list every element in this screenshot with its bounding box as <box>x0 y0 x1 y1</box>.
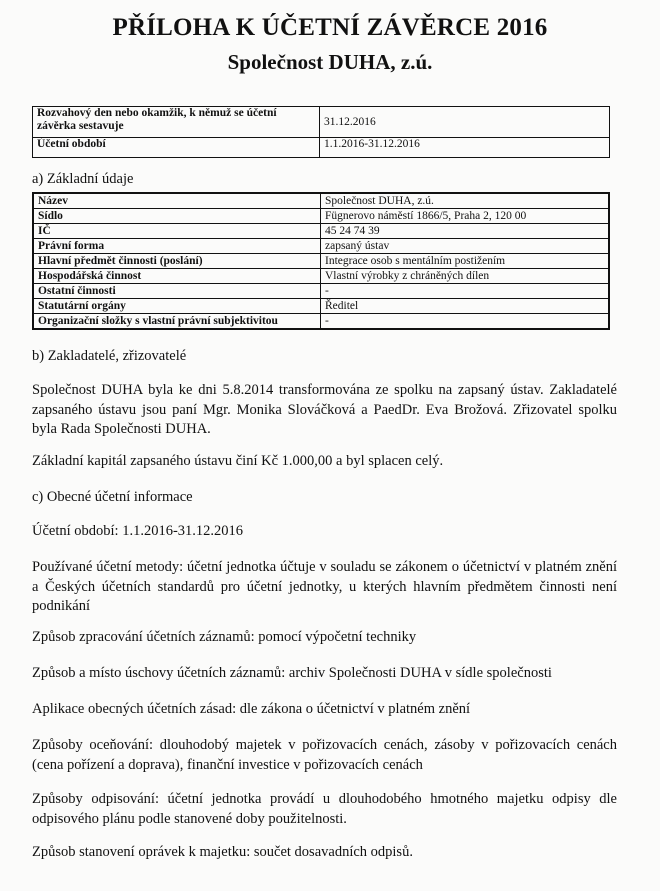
page-title: PŘÍLOHA K ÚČETNÍ ZÁVĚRCE 2016 <box>112 14 548 41</box>
valuation-paragraph: Způsoby oceňování: dlouhodobý majetek v pořizovacích cenách, zásoby v pořizovacích cenách (cena pořízení a doprava), finanční investice v pořizovacích cenách <box>32 737 617 773</box>
table-row <box>33 284 609 299</box>
table-row <box>33 193 609 209</box>
table-label: Ostatní činnosti <box>33 284 321 299</box>
accounting-period-paragraph: Účetní období: 1.1.2016-31.12.2016 <box>32 523 244 539</box>
table-row <box>33 239 609 254</box>
table-label: Právní forma <box>33 239 321 254</box>
depreciation-paragraph: Způsoby odpisování: účetní jednotka provádí u dlouhodobého hmotného majetku odpisy dle odpisového plánu podle stanovené doby použitelnosti. <box>32 791 617 827</box>
founders-paragraph: Společnost DUHA byla ke dni 5.8.2014 transformována ze spolku na zapsaný ústav. Zakladatelé zapsaného ústavu jsou paní Mgr. Monika Slováčková a PaedDr. Eva Brožová. Zřizovatel spolku byla Rada Společnosti DUHA. <box>32 382 617 437</box>
table-row <box>33 209 609 224</box>
table-row <box>33 224 609 239</box>
table-label: Hlavní předmět činnosti (poslání) <box>33 254 321 269</box>
table-value: 45 24 74 39 <box>321 224 610 239</box>
capital-paragraph: Základní kapitál zapsaného ústavu činí Kč 1.000,00 a byl splacen celý. <box>32 453 444 469</box>
table-label: Sídlo <box>33 209 321 224</box>
section-b-heading: b) Zakladatelé, zřizovatelé <box>32 348 187 364</box>
basic-info-table <box>32 192 610 330</box>
table-label: IČ <box>33 224 321 239</box>
table-value: Integrace osob s mentálním postižením <box>321 254 610 269</box>
section-a-heading: a) Základní údaje <box>32 171 134 187</box>
table-value: - <box>321 284 610 299</box>
header-info-table <box>32 106 610 158</box>
accounting-methods-paragraph: Používané účetní metody: účetní jednotka účtuje v souladu se zákonem o účetnictví v platném znění a Českých účetních standardů pro účetní jednotky, u kterých hlavním předmětem činnosti není podnikání <box>32 559 617 614</box>
table-value: Fügnerovo náměstí 1866/5, Praha 2, 120 00 <box>321 209 610 224</box>
table-label: Hospodářská činnost <box>33 269 321 284</box>
table-value: 31.12.2016 <box>320 107 610 138</box>
table-label: Název <box>33 193 321 209</box>
table-row <box>33 107 610 138</box>
records-storage-paragraph: Způsob a místo úschovy účetních záznamů: archiv Společnosti DUHA v sídle společnosti <box>32 665 552 681</box>
accumulated-depreciation-paragraph: Způsob stanovení oprávek k majetku: součet dosavadních odpisů. <box>32 844 413 860</box>
table-value: Vlastní výrobky z chráněných dílen <box>321 269 610 284</box>
accounting-principles-paragraph: Aplikace obecných účetních zásad: dle zákona o účetnictví v platném znění <box>32 701 471 717</box>
table-row <box>33 314 609 330</box>
table-row <box>33 269 609 284</box>
table-row <box>33 299 609 314</box>
table-label: Rozvahový den nebo okamžik, k němuž se účetní závěrka sestavuje <box>33 107 320 138</box>
records-processing-paragraph: Způsob zpracování účetních záznamů: pomocí výpočetní techniky <box>32 629 417 645</box>
page-subtitle: Společnost DUHA, z.ú. <box>227 50 433 74</box>
table-value: Společnost DUHA, z.ú. <box>321 193 610 209</box>
table-value: Ředitel <box>321 299 610 314</box>
table-row <box>33 138 610 158</box>
table-value: zapsaný ústav <box>321 239 610 254</box>
table-label: Organizační složky s vlastní právní subjektivitou <box>33 314 321 330</box>
table-label: Účetní období <box>33 138 320 158</box>
table-row <box>33 254 609 269</box>
table-value: - <box>321 314 610 330</box>
section-c-heading: c) Obecné účetní informace <box>32 489 193 505</box>
table-value: 1.1.2016-31.12.2016 <box>320 138 610 158</box>
table-label: Statutární orgány <box>33 299 321 314</box>
